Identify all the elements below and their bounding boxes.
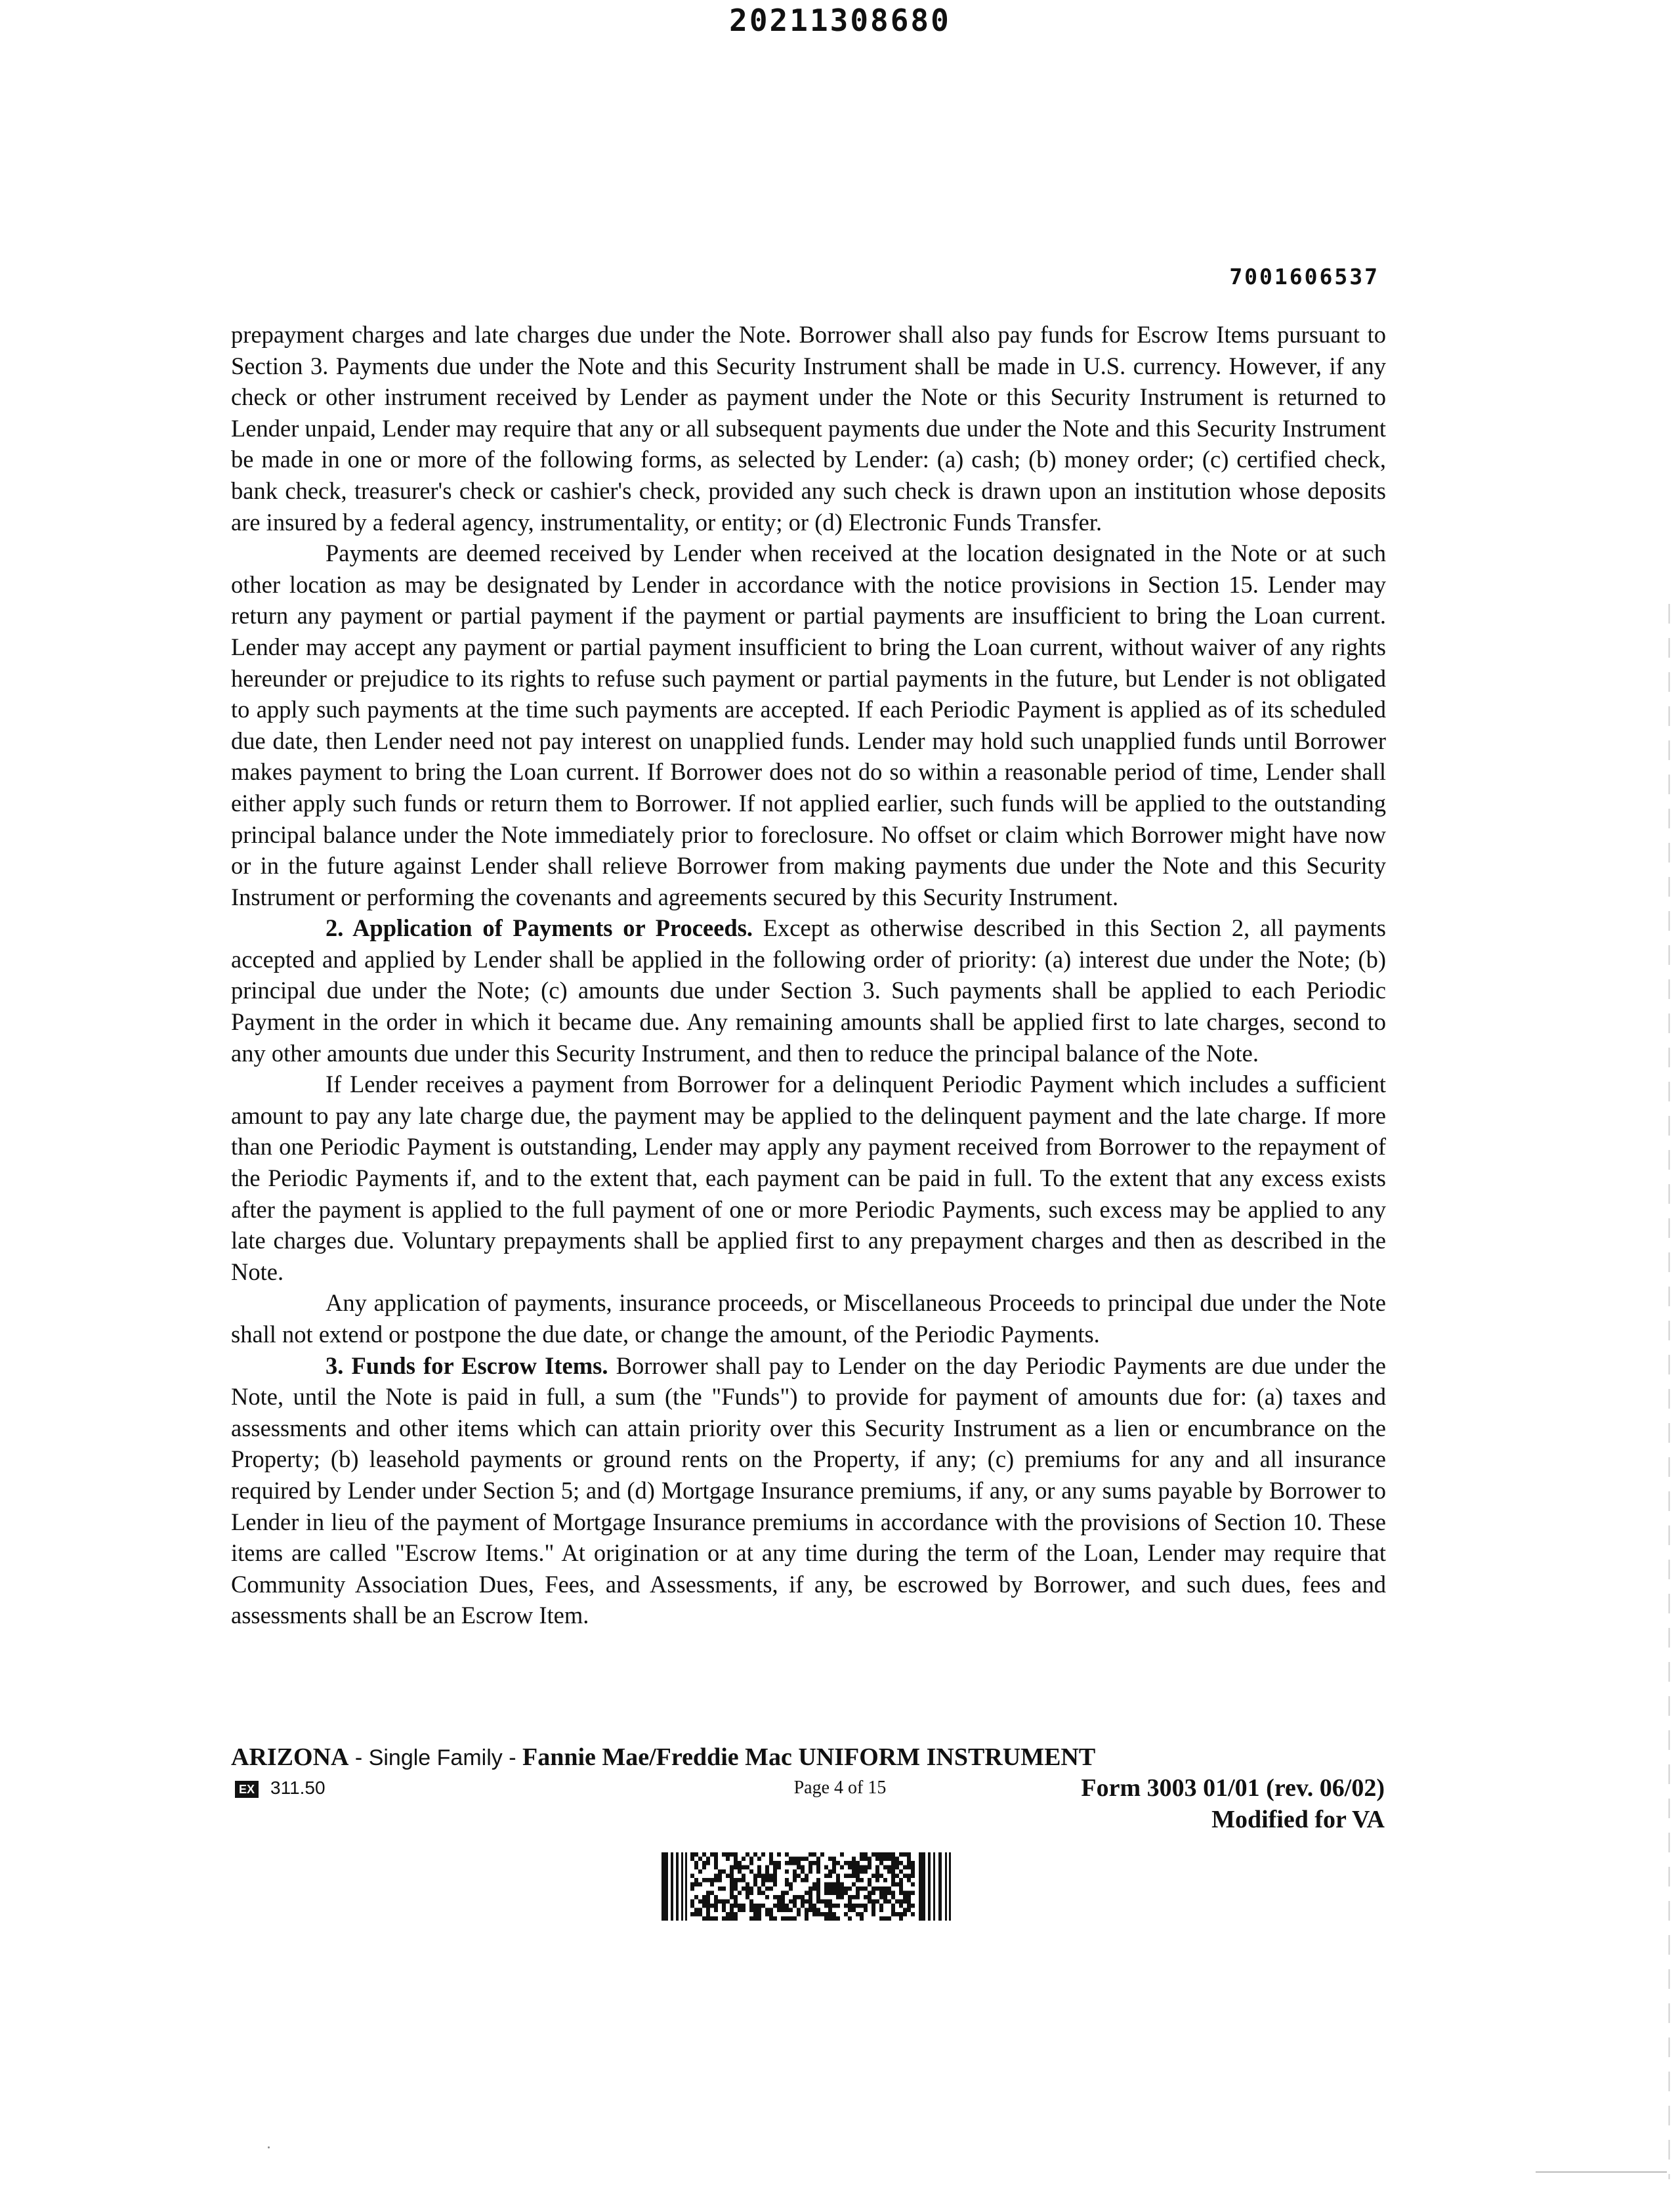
scan-edge-marks [1668,604,1670,2179]
footer-state: ARIZONA [231,1743,349,1771]
loan-number: 7001606537 [1229,264,1379,289]
form-code-number: 311.50 [270,1778,326,1798]
ex-badge-icon: EX [235,1781,259,1798]
section-3-paragraph [231,1350,1386,1631]
modified-line: Modified for VA [1211,1806,1385,1833]
barcode-icon [662,1852,953,1921]
footer-instrument: Fannie Mae/Freddie Mac UNIFORM INSTRUMENT [522,1743,1096,1771]
paragraph-delinquent-payment: If Lender receives a payment from Borrower for a delinquent Periodic Payment which includes a sufficient amount to pay any late charge due, the payment may be applied to the delinquent payment and the late charge. If more than one Periodic Payment is outstanding, Lender may apply any payment received from Borrower to the repayment of the Periodic Payments if, and to the extent that, each payment can be paid in full. To the extent that any excess exists after the payment is applied to the full payment of one or more Periodic Payments, such excess may be applied to any late charges due. Voluntary prepayments shall be applied first to any prepayment charges and then as described in the Note. [231,1071,1386,1285]
footer-property-type: Single Family [368,1745,503,1770]
paragraph-application-proceeds: Any application of payments, insurance proceeds, or Miscellaneous Proceeds to principal due under the Note shall not extend or postpone the due date, or change the amount, of the Periodic Payments. [231,1289,1386,1348]
paragraph-payment-forms: prepayment charges and late charges due under the Note. Borrower shall also pay funds for Escrow Items pursuant to Section 3. Payments due under the Note and this Security Instrument shall be made in U.S. currency. However, if any check or other instrument received by Lender as payment under the Note or this Security Instrument is returned to Lender unpaid, Lender may require that any or all subsequent payments due under the Note and this Security Instrument be made in one or more of the following forms, as selected by Lender: (a) cash; (b) money order; (c) certified check, bank check, treasurer's check or cashier's check, provided any such check is drawn upon an institution whose deposits are insured by a federal agency, instrumentality, or entity; or (d) Electronic Funds Transfer. [231,321,1386,536]
section-3-text: Borrower shall pay to Lender on the day Periodic Payments are due under the Note, until the Note is paid in full, a sum (the "Funds") to provide for payment of amounts due for: (a) taxes and assessments and other items which can attain priority over this Security Instrument as a lien or encumbrance on the Property; (b) leasehold payments or ground rents on the Property, if any; (c) premiums for any and all insurance required by Lender under Section 5; and (d) Mortgage Insurance premiums, if any, or any sums payable by Borrower to Lender in lieu of the payment of Mortgage Insurance premiums in accordance with the provisions of Section 10. These items are called "Escrow Items." At origination or at any time during the term of the Loan, Lender may require that Community Association Dues, Fees, and Assessments, if any, be escrowed by Borrower, and such dues, fees and assessments shall be an Escrow Item. [231,1352,1386,1629]
section-2-text: Except as otherwise described in this Section 2, all payments accepted and applied by Lender shall be applied in the following order of priority: (a) interest due under the Note; (b) principal due under the Note; (c) amounts due under Section 3. Such payments shall be applied to each Periodic Payment in the order in which it became due. Any remaining amounts shall be applied first to late charges, second to any other amounts due under this Security Instrument, and then to reduce the principal balance of the Note. [231,914,1386,1067]
section-3-heading: 3. Funds for Escrow Items. [326,1352,608,1379]
section-2-heading: 2. Application of Payments or Proceeds. [326,914,753,942]
bottom-rule [1536,2171,1667,2173]
section-2-paragraph [231,912,1386,1069]
recording-number: 20211308680 [729,3,951,38]
footer-instrument-line [231,1743,1095,1772]
form-number-line: Form 3003 01/01 (rev. 06/02) [1081,1774,1385,1802]
scan-speck [268,2146,270,2148]
footer-separator: - [502,1745,522,1770]
page-number: Page 4 of 15 [793,1778,887,1798]
document-body [231,319,1386,1631]
paragraph-payments-received: Payments are deemed received by Lender when received at the location designated in the Note or at such other location as may be designated by Lender in accordance with the notice provisions in Section 15. Lender may return any payment or partial payment if the payment or partial payments are insufficient to bring the Loan current. Lender may accept any payment or partial payment insufficient to bring the Loan current, without waiver of any rights hereunder or prejudice to its rights to refuse such payment or partial payments in the future, but Lender is not obligated to apply such payments at the time such payments are accepted. If each Periodic Payment is applied as of its scheduled due date, then Lender need not pay interest on unapplied funds. Lender may hold such unapplied funds until Borrower makes payment to bring the Loan current. If Borrower does not do so within a reasonable period of time, Lender shall either apply such funds or return them to Borrower. If not applied earlier, such funds will be applied to the outstanding principal balance under the Note immediately prior to foreclosure. No offset or claim which Borrower might have now or in the future against Lender shall relieve Borrower from making payments due under the Note and this Security Instrument or performing the covenants and agreements secured by this Security Instrument. [231,540,1386,910]
footer-form-number [1081,1772,1385,1835]
footer-separator: - [348,1745,369,1770]
